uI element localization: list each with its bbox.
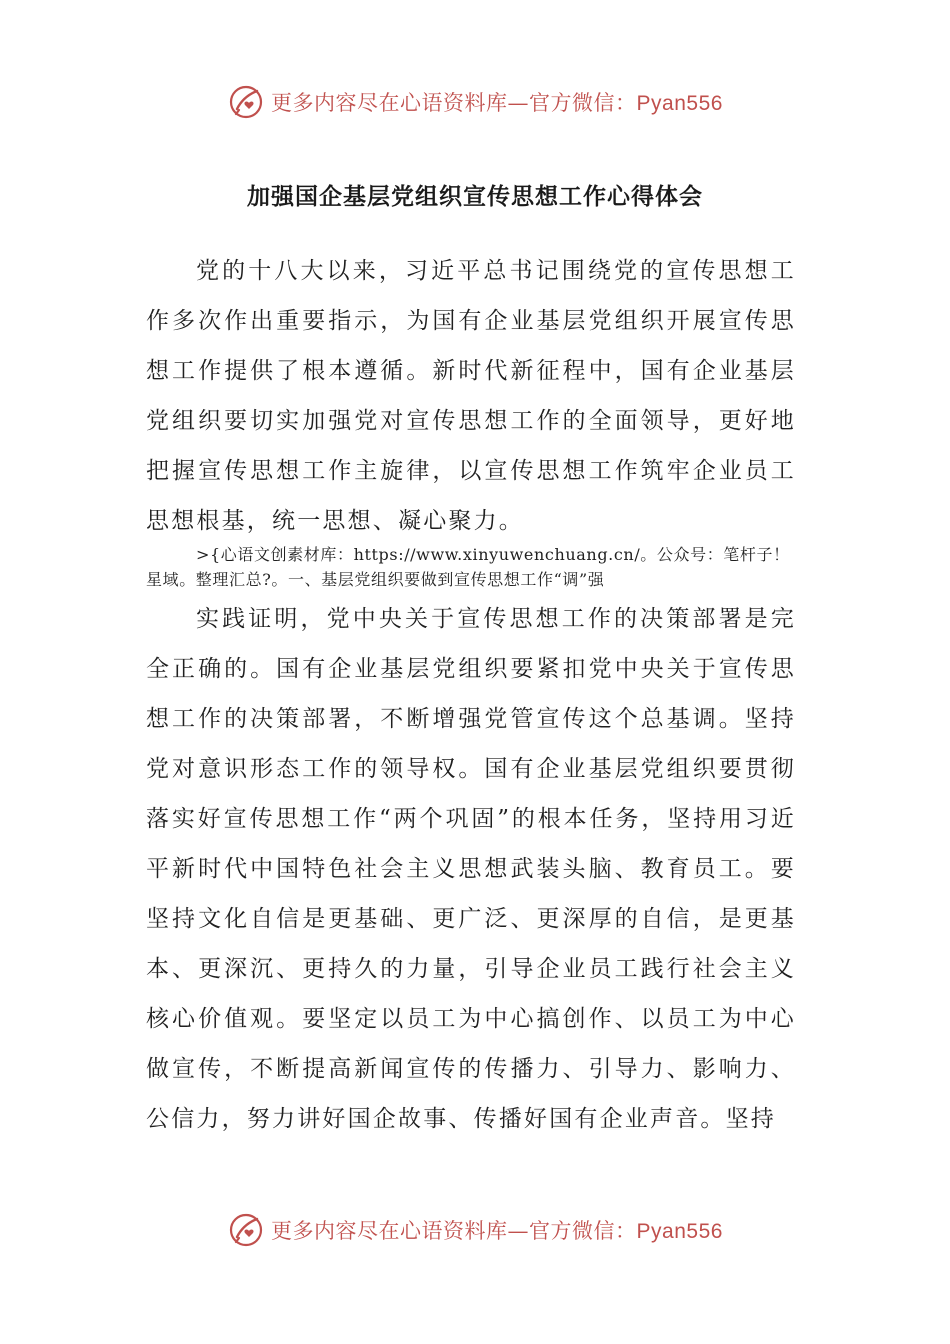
source-note: >{心语文创素材库：https://www.xinyuwenchuang.cn/。公众号：笔杆子！星域。整理汇总?。一、基层党组织要做到宣传思想工作“调”强 (146, 545, 790, 589)
footer-banner (0, 1208, 950, 1252)
paragraph-intro: 党的十八大以来，习近平总书记围绕党的宣传思想工作多次作出重要指示，为国有企业基层党组织开展宣传思想工作提供了根本遵循。新时代新征程中，国有企业基层党组织要切实加强党对宣传思想工作的全面领导，更好地把握宣传思想工作主旋律，以宣传思想工作筑牢企业员工思想根基，统一思想、凝心聚力。 (146, 258, 796, 534)
banner-text: 更多内容尽在心语资料库—官方微信：Pyan556 (271, 91, 723, 115)
header-banner (0, 80, 950, 124)
document-title: 加强国企基层党组织宣传思想工作心得体会 (247, 184, 703, 210)
banner-text: 更多内容尽在心语资料库—官方微信：Pyan556 (271, 1219, 723, 1243)
paragraph-practice: 实践证明，党中央关于宣传思想工作的决策部署是完全正确的。国有企业基层党组织要紧扣党中央关于宣传思想工作的决策部署，不断增强党管宣传这个总基调。坚持党对意识形态工作的领导权。国有企业基层党组织要贯彻落实好宣传思想工作“两个巩固”的根本任务，坚持用习近平新时代中国特色社会主义思想武装头脑、教育员工。要坚持文化自信是更基础、更广泛、更深厚的自信，是更基本、更深沉、更持久的力量，引导企业员工践行社会主义核心价值观。要坚定以员工为中心搞创作、以员工为中心做宣传，不断提高新闻宣传的传播力、引导力、影响力、公信力，努力讲好国企故事、传播好国有企业声音。坚持 (146, 606, 796, 1132)
pen-heart-logo-icon (227, 83, 265, 121)
pen-heart-logo-icon (227, 1211, 265, 1249)
